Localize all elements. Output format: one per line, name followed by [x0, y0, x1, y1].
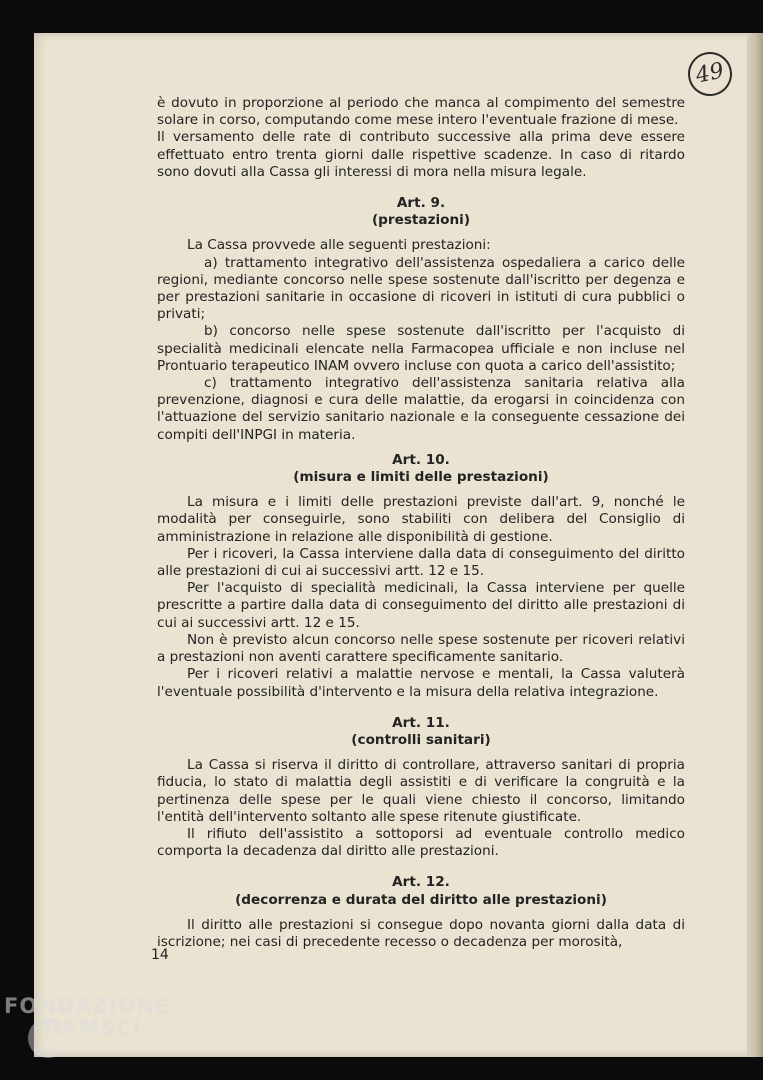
- watermark-line-2: RAMSCI: [44, 1016, 142, 1040]
- document-body: [157, 95, 685, 951]
- watermark-g-icon: [28, 1018, 68, 1058]
- intro-paragraph-1: è dovuto in proporzione al periodo che manca al compimento del semestre solare in corso, computando come mese intero l'eventuale frazione di mese.: [157, 95, 685, 129]
- watermark-line-1: FONDAZIONE: [4, 994, 171, 1018]
- art9-item-b: b) concorso nelle spese sostenute dall'iscritto per l'acquisto di specialità medicinali elencate nella Farmacopea ufficiale e non incluse nel Prontuario terapeutico INAM ovvero incluse con quota a carico dell'assistito;: [157, 323, 685, 374]
- art9-title: Art. 9.: [396, 195, 446, 212]
- art12-title: Art. 12.: [392, 874, 450, 891]
- art10-paragraph-1: La misura e i limiti delle prestazioni previste dall'art. 9, nonché le modalità per conseguirle, sono stabiliti con delibera del Consiglio di amministrazione in relazione alle disponibilità di gestione.: [157, 494, 685, 545]
- intro-paragraph-2: Il versamento delle rate di contributo successive alla prima deve essere effettuato entro trenta giorni dalle rispettive scadenze. In caso di ritardo sono dovuti alla Cassa gli interessi di mora nella misura legale.: [157, 129, 685, 180]
- art10-paragraph-5: Per i ricoveri relativi a malattie nervose e mentali, la Cassa valuterà l'eventuale possibilità d'intervento e la misura della relativa integrazione.: [157, 666, 685, 700]
- art10-subtitle: (misura e limiti delle prestazioni): [293, 469, 549, 486]
- page-number: 14: [151, 947, 169, 963]
- art10-paragraph-2: Per i ricoveri, la Cassa interviene dalla data di conseguimento del diritto alle prestazioni di cui ai successivi artt. 12 e 15.: [157, 545, 685, 580]
- art9-intro: La Cassa provvede alle seguenti prestazioni:: [187, 237, 491, 254]
- art10-paragraph-3: Per l'acquisto di specialità medicinali, la Cassa interviene per quelle prescritte a partire dalla data di conseguimento del diritto alle prestazioni di cui ai successivi artt. 12 e 15.: [157, 580, 685, 631]
- art9-item-a: a) trattamento integrativo dell'assistenza ospedaliera a carico delle regioni, mediante concorso nelle spese sostenute dall'iscritto per degenza e per prestazioni sanitarie in occasione di ricoveri in istituti di cura pubblici o privati;: [157, 254, 685, 323]
- art10-title: Art. 10.: [392, 451, 450, 468]
- art10-paragraph-4: Non è previsto alcun concorso nelle spese sostenute per ricoveri relativi a prestazioni non aventi carattere specificamente sanitario.: [157, 631, 685, 666]
- art9-subtitle: (prestazioni): [371, 212, 471, 229]
- handwritten-page-number: 49: [684, 48, 736, 100]
- art12-paragraph-1: Il diritto alle prestazioni si consegue dopo novanta giorni dalla data di iscrizione; nei casi di precedente recesso o decadenza per morosità,: [157, 916, 685, 950]
- page-edge: [747, 33, 763, 1057]
- art11-title: Art. 11.: [392, 714, 450, 731]
- art11-paragraph-2: Il rifiuto dell'assistito a sottoporsi ad eventuale controllo medico comporta la decadenza dal diritto alle prestazioni.: [157, 825, 685, 860]
- art9-item-c: c) trattamento integrativo dell'assistenza sanitaria relativa alla prevenzione, diagnosi e cura delle malattie, da erogarsi in coincidenza con l'attuazione del servizio sanitario nazionale e la conseguente cessazione dei compiti dell'INPGI in materia.: [157, 375, 685, 443]
- art12-subtitle: (decorrenza e durata del diritto alle prestazioni): [235, 891, 607, 908]
- art11-paragraph-1: La Cassa si riserva il diritto di controllare, attraverso sanitari di propria fiducia, lo stato di malattia degli assistiti e di verificare la congruità e la pertinenza delle spese per le quali viene chiesto il concorso, limitando l'entità dell'intervento soltanto alle spese ritenute giustificate.: [157, 757, 685, 825]
- art11-subtitle: (controlli sanitari): [351, 731, 491, 748]
